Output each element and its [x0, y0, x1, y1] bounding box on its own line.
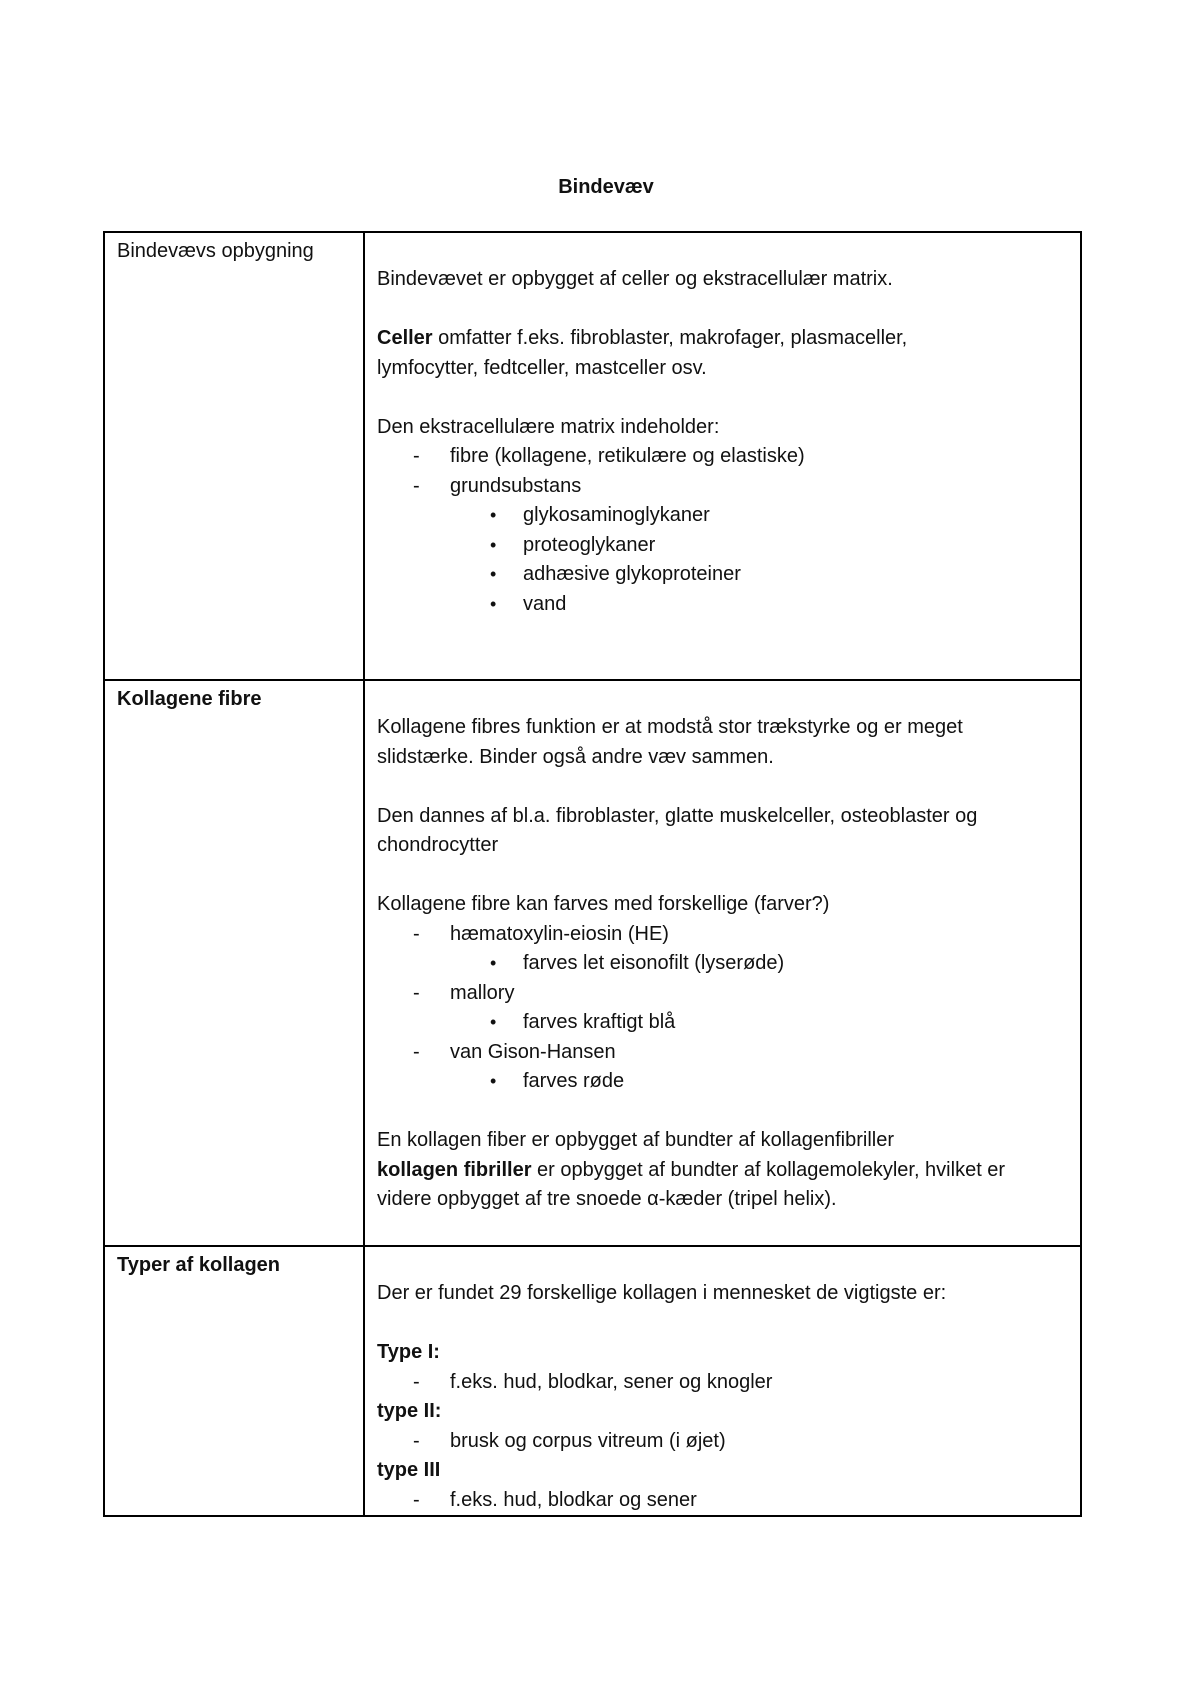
list-item-text: van Gison-Hansen: [450, 1040, 616, 1063]
row-label-cell: [104, 232, 364, 680]
sub-list-item: [377, 531, 1070, 561]
bullet-icon: •: [490, 593, 497, 614]
sub-list-item: [377, 560, 1070, 590]
list-item: [377, 979, 1070, 1009]
row-label-cell: [104, 680, 364, 1246]
type-heading: type II:: [377, 1400, 442, 1422]
paragraph: Kollagene fibre kan farves med forskellige (farver?): [377, 893, 830, 915]
paragraph: Der er fundet 29 forskellige kollagen i mennesket de vigtigste er:: [377, 1282, 947, 1304]
paragraph: videre opbygget af tre snoede α-kæder (tripel helix).: [377, 1188, 837, 1210]
list-item: [377, 1427, 1070, 1457]
bullet-icon: •: [490, 1071, 497, 1091]
dash-icon: -: [413, 1429, 420, 1452]
list-item-text: fibre (kollagene, retikulære og elastiske): [450, 445, 805, 467]
sub-list-item: [377, 1067, 1070, 1097]
text-span: er opbygget af bundter af kollagemolekyler, hvilket er: [531, 1158, 1006, 1181]
list-item: [377, 1368, 1070, 1398]
sub-list-item: [377, 590, 1070, 620]
paragraph: Den ekstracellulære matrix indeholder:: [377, 415, 720, 438]
dash-icon: -: [413, 445, 420, 467]
list-item-text: mallory: [450, 981, 515, 1004]
list-item: [377, 472, 1070, 502]
list-item-text: farves røde: [523, 1070, 625, 1092]
bullet-icon: •: [490, 953, 497, 973]
list-item: [377, 920, 1070, 950]
table-row: [104, 1246, 1081, 1516]
list-item-text: farves kraftigt blå: [523, 1011, 676, 1033]
row-label: Typer af kollagen: [117, 1254, 281, 1276]
list-item-text: f.eks. hud, blodkar, sener og knogler: [450, 1370, 773, 1393]
bullet-icon: •: [490, 534, 497, 555]
list-item-text: f.eks. hud, blodkar og sener: [450, 1488, 697, 1511]
list-item-text: grundsubstans: [450, 474, 582, 497]
list-item-text: brusk og corpus vitreum (i øjet): [450, 1429, 726, 1452]
sub-list-item: [377, 501, 1070, 531]
row-label: Bindevævs opbygning: [117, 240, 314, 262]
type-heading: Type I:: [377, 1341, 440, 1363]
list-item-text: vand: [523, 592, 567, 615]
bold-term: Celler: [377, 327, 433, 349]
sub-list-item: [377, 949, 1070, 979]
list-item: [377, 442, 1070, 472]
paragraph: En kollagen fiber er opbygget af bundter af kollagenfibriller: [377, 1129, 894, 1151]
row-label: Kollagene fibre: [117, 688, 262, 710]
paragraph: lymfocytter, fedtceller, mastceller osv.: [377, 356, 707, 379]
row-content-cell: [364, 680, 1081, 1246]
paragraph: Kollagene fibres funktion er at modstå stor trækstyrke og er meget: [377, 716, 963, 738]
dash-icon: -: [413, 922, 420, 945]
bullet-icon: •: [490, 1012, 497, 1032]
bullet-icon: •: [490, 505, 497, 525]
dash-icon: -: [413, 1040, 420, 1063]
list-item-text: glykosaminoglykaner: [523, 504, 710, 526]
paragraph: Bindevævet er opbygget af celler og ekstracellulær matrix.: [377, 268, 893, 290]
list-item: [377, 1486, 1070, 1516]
dash-icon: -: [413, 1488, 420, 1511]
sub-list-item: [377, 1008, 1070, 1038]
paragraph: [377, 324, 1070, 354]
list-item: [377, 1038, 1070, 1068]
paragraph: Den dannes af bl.a. fibroblaster, glatte muskelceller, osteoblaster og: [377, 804, 978, 827]
row-content-cell: [364, 1246, 1081, 1516]
table-row: [104, 232, 1081, 680]
dash-icon: -: [413, 981, 420, 1004]
page-title: Bindevæv: [558, 176, 654, 198]
type-heading: type III: [377, 1459, 441, 1481]
row-label-cell: [104, 1246, 364, 1516]
list-item-text: farves let eisonofilt (lyserøde): [523, 952, 785, 974]
list-item-text: hæmatoxylin-eiosin (HE): [450, 922, 669, 945]
row-content-cell: [364, 232, 1081, 680]
bold-term: kollagen fibriller: [377, 1158, 532, 1181]
paragraph: slidstærke. Binder også andre væv sammen.: [377, 745, 774, 768]
table-row: [104, 680, 1081, 1246]
list-item-text: proteoglykaner: [523, 533, 656, 556]
content-table: [103, 231, 1082, 1517]
bullet-icon: •: [490, 564, 497, 584]
dash-icon: -: [413, 1370, 420, 1393]
paragraph: [377, 1156, 1070, 1186]
dash-icon: -: [413, 474, 420, 497]
text-span: omfatter f.eks. fibroblaster, makrofager, plasmaceller,: [432, 327, 908, 349]
paragraph: chondrocytter: [377, 834, 499, 856]
list-item-text: adhæsive glykoproteiner: [523, 563, 741, 585]
